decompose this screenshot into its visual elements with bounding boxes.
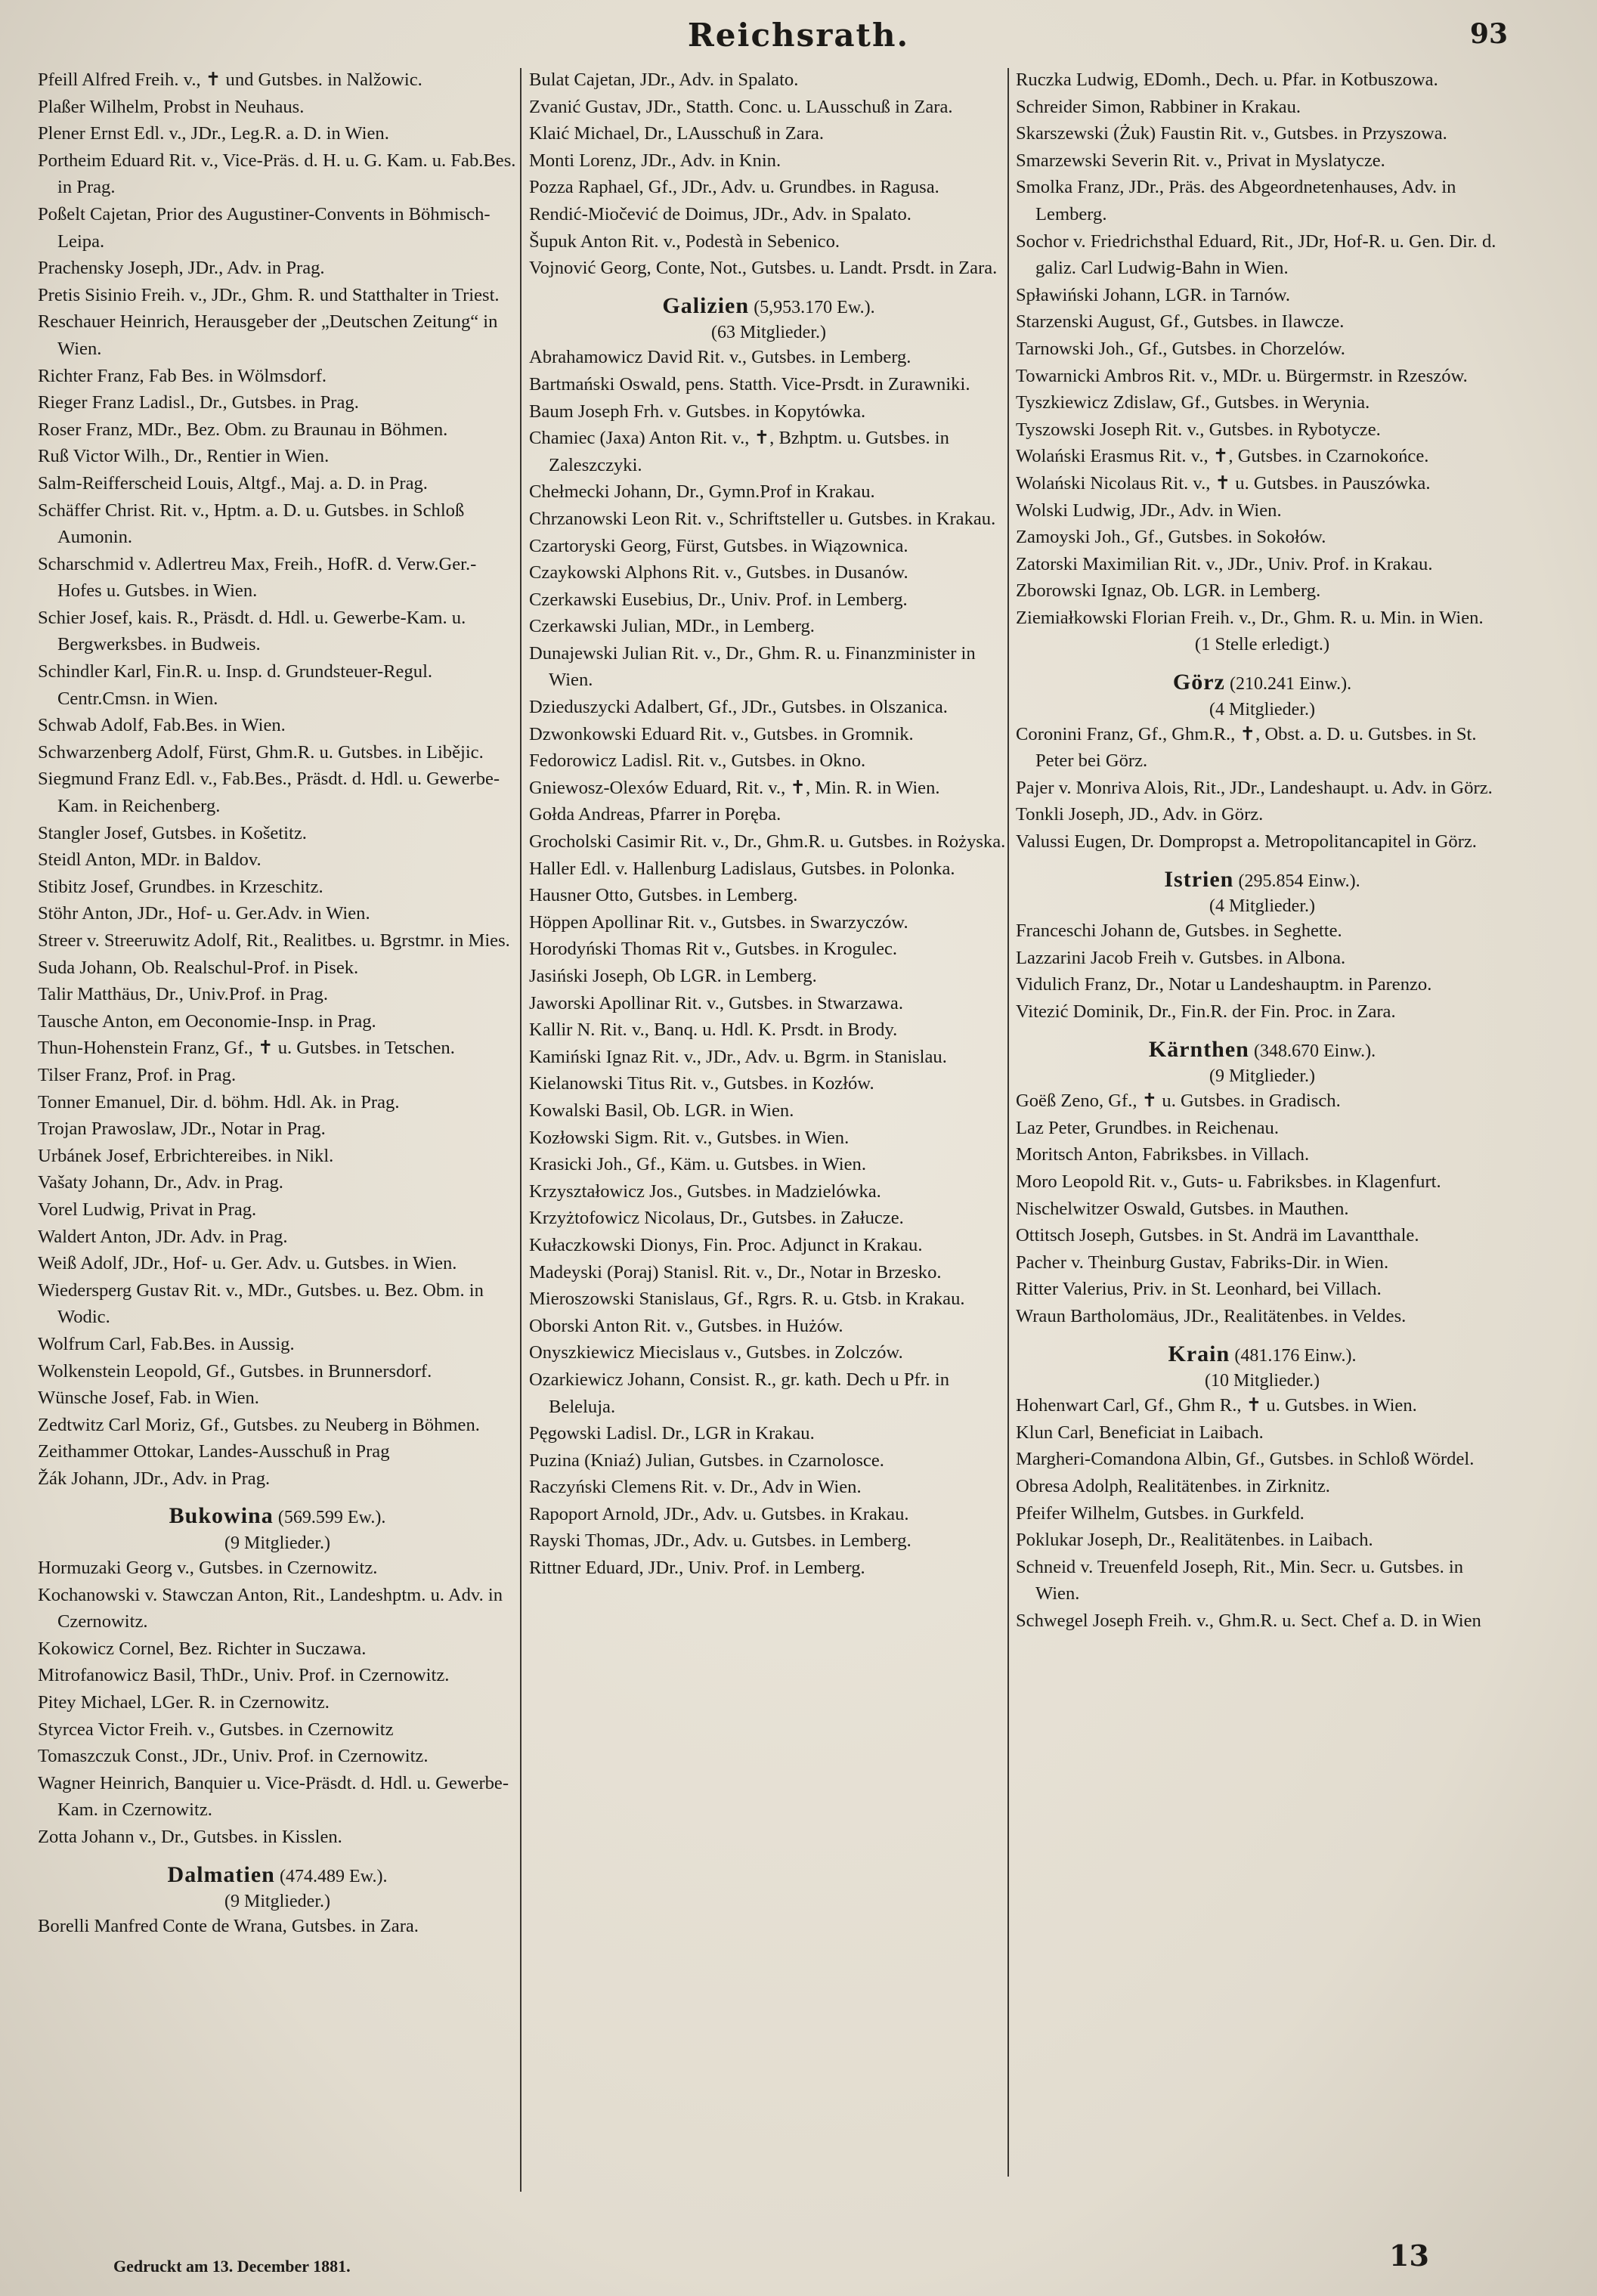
member-entry: Gniewosz-Olexów Eduard, Rit. v., ✝, Min. R. in Wien. — [529, 777, 940, 798]
member-entry: Schwegel Joseph Freih. v., Ghm.R. u. Sect. Chef a. D. in Wien — [1016, 1610, 1481, 1631]
member-entry: Pozza Raphael, Gf., JDr., Adv. u. Grundbes. in Ragusa. — [529, 177, 939, 198]
section-members: (9 Mitglieder.) — [224, 1533, 330, 1554]
section-members: (9 Mitglieder.) — [1209, 1066, 1315, 1087]
member-entry: Ruczka Ludwig, EDomh., Dech. u. Pfar. in Kotbuszowa. — [1016, 70, 1438, 90]
member-entry: Tarnowski Joh., Gf., Gutsbes. in Chorzelów. — [1016, 338, 1345, 359]
member-entry: Pitey Michael, LGer. R. in Czernowitz. — [38, 1692, 330, 1713]
member-entry: Krzyżtofowicz Nicolaus, Dr., Gutsbes. in Załucze. — [529, 1208, 904, 1229]
member-entry: Tilser Franz, Prof. in Prag. — [38, 1064, 237, 1085]
member-entry: Styrcea Victor Freih. v., Gutsbes. in Czernowitz — [38, 1719, 394, 1740]
member-entry: Horodyński Thomas Rit v., Gutsbes. in Krogulec. — [529, 939, 898, 960]
member-entry: Vitezić Dominik, Dr., Fin.R. der Fin. Proc. in Zara. — [1016, 1001, 1396, 1022]
section-population: (474.489 Ew.). — [280, 1866, 388, 1886]
member-entry: Wiedersperg Gustav Rit. v., MDr., Gutsbes. u. Bez. Obm. in Wodic. — [38, 1280, 484, 1328]
member-entry: Zotta Johann v., Dr., Gutsbes. in Kisslen. — [38, 1827, 342, 1847]
page-header — [0, 17, 1597, 62]
member-entry: Kozłowski Sigm. Rit. v., Gutsbes. in Wien. — [529, 1127, 850, 1148]
member-entry: Coronini Franz, Gf., Ghm.R., ✝, Obst. a. D. u. Gutsbes. in St. Peter bei Görz. — [1016, 723, 1477, 772]
member-entry: Tomaszczuk Const., JDr., Univ. Prof. in Czernowitz. — [38, 1746, 429, 1767]
member-entry: Tausche Anton, em Oeconomie-Insp. in Prag. — [38, 1010, 376, 1032]
member-entry: Kamiński Ignaz Rit. v., JDr., Adv. u. Bgrm. in Stanislau. — [529, 1046, 947, 1067]
section-name: Görz — [1172, 670, 1225, 695]
member-entry: Krzyształowicz Jos., Gutsbes. in Madzielówka. — [529, 1180, 881, 1202]
member-entry: Kokowicz Cornel, Bez. Richter in Suczawa. — [38, 1638, 367, 1659]
section-population: (5,953.170 Ew.). — [754, 297, 875, 317]
section-name: Krain — [1168, 1341, 1230, 1366]
member-entry: Zborowski Ignaz, Ob. LGR. in Lemberg. — [1016, 580, 1321, 602]
member-entry: Kowalski Basil, Ob. LGR. in Wien. — [529, 1100, 794, 1121]
member-entry: Smolka Franz, JDr., Präs. des Abgeordnetenhauses, Adv. in Lemberg. — [1016, 177, 1456, 224]
section-name: Istrien — [1164, 866, 1234, 892]
section-heading — [1016, 669, 1509, 721]
member-entry: Czaykowski Alphons Rit. v., Gutsbes. in Dusanów. — [529, 562, 908, 583]
member-entry: Suda Johann, Ob. Realschul-Prof. in Pisek. — [38, 957, 359, 978]
member-entry: Hormuzaki Georg v., Gutsbes. in Czernowitz. — [38, 1558, 378, 1579]
member-entry: Oborski Anton Rit. v., Gutsbes. in Hużów. — [529, 1315, 843, 1336]
member-entry: Valussi Eugen, Dr. Dompropst a. Metropolitancapitel in Görz. — [1016, 831, 1477, 852]
member-entry: Portheim Eduard Rit. v., Vice-Präs. d. H. u. G. Kam. u. Fab.Bes. in Prag. — [38, 150, 516, 198]
member-entry: Puzina (Kniaź) Julian, Gutsbes. in Czarnolosce. — [529, 1450, 884, 1471]
member-entry: Sochor v. Friedrichsthal Eduard, Rit., JDr, Hof-R. u. Gen. Dir. d. galiz. Carl Ludwig-Bahn in Wien. — [1016, 231, 1496, 279]
member-entry: Zvanić Gustav, JDr., Statth. Conc. u. LAusschuß in Zara. — [529, 96, 953, 117]
signature-number: 13 — [1389, 2239, 1429, 2273]
member-entry: Towarnicki Ambros Rit. v., MDr. u. Bürgermstr. in Rzeszów. — [1016, 365, 1468, 386]
member-entry: Dzieduszycki Adalbert, Gf., JDr., Gutsbes. in Olszanica. — [529, 697, 948, 718]
member-entry: Pajer v. Monriva Alois, Rit., JDr., Landeshaupt. u. Adv. in Görz. — [1016, 777, 1493, 798]
member-entry: Madeyski (Poraj) Stanisl. Rit. v., Dr., Notar in Brzesko. — [529, 1261, 942, 1283]
member-entry: Jasiński Joseph, Ob LGR. in Lemberg. — [529, 966, 817, 986]
section-members: (4 Mitglieder.) — [1209, 896, 1315, 917]
member-entry: Waldert Anton, JDr. Adv. in Prag. — [38, 1226, 288, 1247]
member-entry: Grocholski Casimir Rit. v., Dr., Ghm.R. u. Gutsbes. in Rożyska. — [529, 831, 1006, 852]
member-entry: Moro Leopold Rit. v., Guts- u. Fabriksbes. in Klagenfurt. — [1016, 1171, 1441, 1192]
member-entry: Laz Peter, Grundbes. in Reichenau. — [1016, 1117, 1279, 1138]
member-entry: Spławiński Johann, LGR. in Tarnów. — [1016, 284, 1291, 305]
member-entry: Baum Joseph Frh. v. Gutsbes. in Kopytówka. — [529, 401, 866, 422]
section-members: (10 Mitglieder.) — [1205, 1371, 1320, 1391]
member-entry: Höppen Apollinar Rit. v., Gutsbes. in Swarzyczów. — [529, 911, 908, 933]
member-entry: Skarszewski (Żuk) Faustin Rit. v., Gutsbes. in Przyszowa. — [1016, 123, 1447, 144]
member-entry: Tyszowski Joseph Rit. v., Gutsbes. in Rybotycze. — [1016, 419, 1381, 440]
member-entry: Tonkli Joseph, JD., Adv. in Görz. — [1016, 804, 1264, 825]
member-entry: Pfeill Alfred Freih. v., ✝ und Gutsbes. in Nalžowic. — [38, 70, 422, 90]
member-entry: Rendić-Miočević de Doimus, JDr., Adv. in Spalato. — [529, 203, 911, 224]
member-entry: Jaworski Apollinar Rit. v., Gutsbes. in Stwarzawa. — [529, 992, 903, 1013]
section-population: (348.670 Einw.). — [1254, 1041, 1376, 1061]
member-entry: Czartoryski Georg, Fürst, Gutsbes. in Wiązownica. — [529, 535, 908, 556]
member-entry: Scharschmid v. Adlertreu Max, Freih., HofR. d. Verw.Ger.-Hofes u. Gutsbes. in Wien. — [38, 553, 477, 602]
member-entry: Obresa Adolph, Realitätenbes. in Zirknitz. — [1016, 1475, 1330, 1496]
member-entry: Roser Franz, MDr., Bez. Obm. zu Braunau in Böhmen. — [38, 419, 448, 440]
member-entry: Stangler Josef, Gutsbes. in Košetitz. — [38, 822, 307, 843]
column-divider — [520, 68, 522, 2192]
member-entry: Schwab Adolf, Fab.Bes. in Wien. — [38, 715, 286, 736]
member-entry: Fedorowicz Ladisl. Rit. v., Gutsbes. in Okno. — [529, 750, 866, 772]
member-entry: Richter Franz, Fab Bes. in Wölmsdorf. — [38, 365, 327, 386]
page-number: 93 — [1469, 18, 1508, 50]
member-entry: Trojan Prawoslaw, JDr., Notar in Prag. — [38, 1119, 326, 1140]
member-entry: Poßelt Cajetan, Prior des Augustiner-Convents in Böhmisch-Leipa. — [38, 203, 491, 252]
member-entry: Wraun Bartholomäus, JDr., Realitätenbes. in Veldes. — [1016, 1305, 1407, 1326]
member-entry: Schier Josef, kais. R., Präsdt. d. Hdl. u. Gewerbe-Kam. u. Bergwerksbes. in Budweis. — [38, 607, 466, 655]
member-entry: Stöhr Anton, JDr., Hof- u. Ger.Adv. in Wien. — [38, 903, 370, 924]
section-population: (569.599 Ew.). — [277, 1508, 386, 1528]
section-members: (4 Mitglieder.) — [1209, 699, 1315, 719]
member-entry: Czerkawski Julian, MDr., in Lemberg. — [529, 616, 815, 637]
member-entry: Pacher v. Theinburg Gustav, Fabriks-Dir. in Wien. — [1016, 1252, 1389, 1273]
member-entry: Thun-Hohenstein Franz, Gf., ✝ u. Gutsbes. in Tetschen. — [38, 1038, 455, 1059]
member-entry: Chełmecki Johann, Dr., Gymn.Prof in Krakau. — [529, 481, 875, 503]
member-entry: Krasicki Joh., Gf., Käm. u. Gutsbes. in Wien. — [529, 1154, 866, 1175]
member-entry: Pęgowski Ladisl. Dr., LGR in Krakau. — [529, 1423, 815, 1444]
section-name: Bukowina — [169, 1503, 274, 1529]
member-entry: Žák Johann, JDr., Adv. in Prag. — [38, 1468, 271, 1489]
member-entry: Pfeifer Wilhelm, Gutsbes. in Gurkfeld. — [1016, 1502, 1305, 1524]
member-entry: Wolański Nicolaus Rit. v., ✝ u. Gutsbes. in Pauszówka. — [1016, 472, 1431, 494]
member-entry: Reschauer Heinrich, Herausgeber der „Deutschen Zeitung“ in Wien. — [38, 311, 498, 359]
member-entry: Steidl Anton, MDr. in Baldov. — [38, 849, 262, 871]
member-entry: Salm-Reifferscheid Louis, Altgf., Maj. a. D. in Prag. — [38, 472, 428, 494]
section-name: Kärnthen — [1148, 1036, 1249, 1062]
member-entry: Abrahamowicz David Rit. v., Gutsbes. in Lemberg. — [529, 347, 911, 368]
member-entry: Talir Matthäus, Dr., Univ.Prof. in Prag. — [38, 984, 328, 1005]
member-entry: Siegmund Franz Edl. v., Fab.Bes., Präsdt. d. Hdl. u. Gewerbe-Kam. in Reichenberg. — [38, 769, 500, 817]
member-entry: Poklukar Joseph, Dr., Realitätenbes. in Laibach. — [1016, 1530, 1373, 1551]
member-entry: Borelli Manfred Conte de Wrana, Gutsbes. in Zara. — [38, 1916, 419, 1937]
member-entry: Gołda Andreas, Pfarrer in Poręba. — [529, 804, 781, 825]
member-entry: Chrzanowski Leon Rit. v., Schriftsteller u. Gutsbes. in Krakau. — [529, 508, 996, 529]
member-entry: Monti Lorenz, JDr., Adv. in Knin. — [529, 150, 781, 171]
member-entry: Plaßer Wilhelm, Probst in Neuhaus. — [38, 96, 305, 117]
member-entry: Wagner Heinrich, Banquier u. Vice-Präsdt. d. Hdl. u. Gewerbe-Kam. in Czernowitz. — [38, 1772, 509, 1821]
member-entry: Tonner Emanuel, Dir. d. böhm. Hdl. Ak. in Prag. — [38, 1091, 400, 1112]
section-population: (210.241 Einw.). — [1230, 674, 1352, 695]
member-entry: Schwarzenberg Adolf, Fürst, Ghm.R. u. Gutsbes. in Libějic. — [38, 741, 484, 763]
member-entry: Zeithammer Ottokar, Landes-Ausschuß in Prag — [38, 1441, 390, 1462]
member-entry: Kallir N. Rit. v., Banq. u. Hdl. K. Prsdt. in Brody. — [529, 1020, 898, 1041]
member-entry: Onyszkiewicz Miecislaus v., Gutsbes. in Zolczów. — [529, 1342, 903, 1363]
member-entry: Czerkawski Eusebius, Dr., Univ. Prof. in Lemberg. — [529, 589, 908, 610]
member-entry: Wünsche Josef, Fab. in Wien. — [38, 1388, 259, 1409]
member-entry: Klaić Michael, Dr., LAusschuß in Zara. — [529, 123, 824, 144]
section-members: (9 Mitglieder.) — [224, 1892, 330, 1912]
member-entry: Haller Edl. v. Hallenburg Ladislaus, Gutsbes. in Polonka. — [529, 858, 955, 879]
section-heading — [529, 292, 1008, 345]
page-title: Reichsrath. — [687, 17, 910, 54]
member-entry: Rapoport Arnold, JDr., Adv. u. Gutsbes. in Krakau. — [529, 1503, 909, 1524]
member-entry: Mitrofanowicz Basil, ThDr., Univ. Prof. in Czernowitz. — [38, 1665, 450, 1686]
column-3 — [1016, 67, 1509, 1634]
member-entry: Kochanowski v. Stawczan Anton, Rit., Landeshptm. u. Adv. in Czernowitz. — [38, 1584, 503, 1632]
section-heading — [38, 1861, 517, 1914]
member-entry: Kułaczkowski Dionys, Fin. Proc. Adjunct in Krakau. — [529, 1234, 923, 1255]
member-entry: Vašaty Johann, Dr., Adv. in Prag. — [38, 1172, 283, 1193]
member-entry: Smarzewski Severin Rit. v., Privat in Myslatycze. — [1016, 150, 1385, 171]
member-entry: Schneid v. Treuenfeld Joseph, Rit., Min. Secr. u. Gutsbes. in Wien. — [1016, 1556, 1464, 1604]
member-entry: Lazzarini Jacob Freih v. Gutsbes. in Albona. — [1016, 947, 1346, 968]
member-entry: Dzwonkowski Eduard Rit. v., Gutsbes. in Gromnik. — [529, 723, 914, 744]
member-entry: Stibitz Josef, Grundbes. in Krzeschitz. — [38, 876, 323, 897]
member-entry: Hohenwart Carl, Gf., Ghm R., ✝ u. Gutsbes. in Wien. — [1016, 1395, 1417, 1416]
member-entry: Wolski Ludwig, JDr., Adv. in Wien. — [1016, 500, 1282, 521]
member-entry: Goëß Zeno, Gf., ✝ u. Gutsbes. in Gradisch. — [1016, 1091, 1341, 1112]
section-population: (295.854 Einw.). — [1238, 871, 1360, 891]
member-entry: Dunajewski Julian Rit. v., Dr., Ghm. R. u. Finanzminister in Wien. — [529, 642, 976, 691]
print-date: Gedruckt am 13. December 1881. — [113, 2257, 351, 2276]
column-2 — [529, 67, 1008, 1582]
member-entry: Klun Carl, Beneficiat in Laibach. — [1016, 1422, 1264, 1443]
member-entry: Franceschi Johann de, Gutsbes. in Seghette. — [1016, 921, 1342, 942]
member-entry: Wolkenstein Leopold, Gf., Gutsbes. in Brunnersdorf. — [38, 1360, 432, 1382]
member-entry: Zamoyski Joh., Gf., Gutsbes. in Sokołów. — [1016, 527, 1326, 548]
member-entry: Streer v. Streeruwitz Adolf, Rit., Realitbes. u. Bgrstmr. in Mies. — [38, 930, 510, 951]
section-members: (63 Mitglieder.) — [711, 323, 826, 343]
member-entry: Ozarkiewicz Johann, Consist. R., gr. kath. Dech u Pfr. in Beleluja. — [529, 1369, 950, 1417]
member-entry: Bulat Cajetan, JDr., Adv. in Spalato. — [529, 70, 799, 90]
member-entry: Ritter Valerius, Priv. in St. Leonhard, bei Villach. — [1016, 1279, 1382, 1300]
member-entry: Rayski Thomas, JDr., Adv. u. Gutsbes. in Lemberg. — [529, 1530, 911, 1552]
member-entry: Schreider Simon, Rabbiner in Krakau. — [1016, 96, 1301, 117]
member-entry: Pretis Sisinio Freih. v., JDr., Ghm. R. und Statthalter in Triest. — [38, 284, 500, 305]
note-text: (1 Stelle erledigt.) — [1194, 634, 1330, 655]
section-heading — [38, 1502, 517, 1555]
section-name: Galizien — [662, 292, 750, 318]
member-entry: Hausner Otto, Gutsbes. in Lemberg. — [529, 885, 798, 906]
member-entry: Rieger Franz Ladisl., Dr., Gutsbes. in Prag. — [38, 392, 359, 413]
member-entry: Zatorski Maximilian Rit. v., JDr., Univ. Prof. in Krakau. — [1016, 553, 1433, 574]
member-entry: Tyszkiewicz Zdislaw, Gf., Gutsbes. in Werynia. — [1016, 392, 1370, 413]
member-entry: Urbánek Josef, Erbrichtereibes. in Nikl. — [38, 1145, 334, 1166]
member-entry: Šupuk Anton Rit. v., Podestà in Sebenico. — [529, 231, 840, 252]
section-name: Dalmatien — [167, 1861, 275, 1887]
section-population: (481.176 Einw.). — [1234, 1345, 1357, 1366]
member-entry: Wolfrum Carl, Fab.Bes. in Aussig. — [38, 1333, 295, 1354]
column-1 — [38, 67, 517, 1940]
member-entry: Ruß Victor Wilh., Dr., Rentier in Wien. — [38, 446, 330, 467]
member-entry: Schindler Karl, Fin.R. u. Insp. d. Grundsteuer-Regul. Centr.Cmsn. in Wien. — [38, 661, 433, 709]
member-entry: Chamiec (Jaxa) Anton Rit. v., ✝, Bzhptm. u. Gutsbes. in Zaleszczyki. — [529, 428, 949, 475]
member-entry: Zedtwitz Carl Moriz, Gf., Gutsbes. zu Neuberg in Böhmen. — [38, 1414, 480, 1435]
section-heading — [1016, 866, 1509, 918]
member-entry: Bartmański Oswald, pens. Statth. Vice-Prsdt. in Zurawniki. — [529, 373, 970, 395]
member-entry: Starzenski August, Gf., Gutsbes. in Ilawcze. — [1016, 311, 1345, 333]
section-heading — [1016, 1341, 1509, 1393]
member-entry: Vidulich Franz, Dr., Notar u Landeshauptm. in Parenzo. — [1016, 974, 1432, 995]
member-entry: Prachensky Joseph, JDr., Adv. in Prag. — [38, 258, 325, 279]
section-heading — [1016, 1036, 1509, 1088]
member-entry: Kielanowski Titus Rit. v., Gutsbes. in Kozłów. — [529, 1073, 874, 1094]
member-entry: Rittner Eduard, JDr., Univ. Prof. in Lemberg. — [529, 1558, 865, 1579]
member-entry: Vojnović Georg, Conte, Not., Gutsbes. u. Landt. Prsdt. in Zara. — [529, 258, 998, 279]
member-entry: Ziemiałkowski Florian Freih. v., Dr., Ghm. R. u. Min. in Wien. — [1016, 607, 1484, 628]
member-entry: Mieroszowski Stanislaus, Gf., Rgrs. R. u. Gtsb. in Krakau. — [529, 1289, 965, 1310]
member-entry: Vorel Ludwig, Privat in Prag. — [38, 1199, 257, 1220]
member-entry: Nischelwitzer Oswald, Gutsbes. in Mauthen. — [1016, 1198, 1349, 1219]
member-entry: Ottitsch Joseph, Gutsbes. in St. Andrä im Lavantthale. — [1016, 1225, 1419, 1246]
member-entry: Wolański Erasmus Rit. v., ✝, Gutsbes. in Czarnokońce. — [1016, 446, 1429, 467]
member-entry: Margheri-Comandona Albin, Gf., Gutsbes. in Schloß Wördel. — [1016, 1449, 1475, 1470]
member-entry: Weiß Adolf, JDr., Hof- u. Ger. Adv. u. Gutsbes. in Wien. — [38, 1253, 457, 1274]
member-entry: Moritsch Anton, Fabriksbes. in Villach. — [1016, 1144, 1310, 1165]
member-entry: Raczyński Clemens Rit. v. Dr., Adv in Wien. — [529, 1477, 862, 1498]
member-entry: Schäffer Christ. Rit. v., Hptm. a. D. u. Gutsbes. in Schloß Aumonin. — [38, 500, 465, 548]
member-entry: Plener Ernst Edl. v., JDr., Leg.R. a. D. in Wien. — [38, 123, 389, 144]
